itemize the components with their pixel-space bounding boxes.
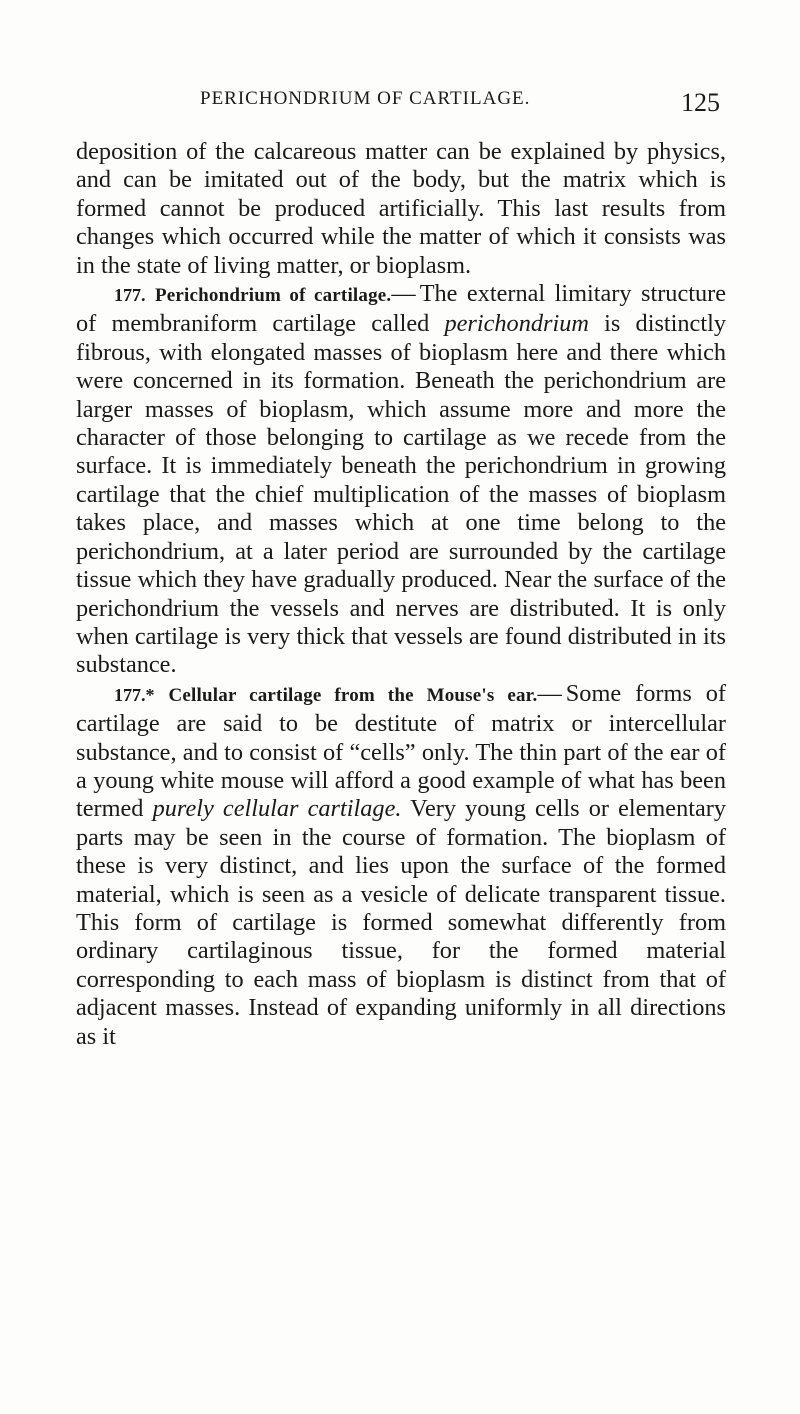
body-text (76, 138, 726, 1051)
section-term: perichondrium (444, 310, 589, 338)
section-text: The external limitary structure of membraniform cartilage called (76, 280, 727, 338)
page-number: 125 (681, 88, 720, 117)
section-title: Perichondrium of cartilage. (154, 285, 392, 307)
running-title: PERICHONDRIUM OF CARTILAGE. (200, 88, 531, 109)
section-term: purely cellular cartilage. (152, 795, 402, 823)
section-text: Some forms of cartilage are said to be destitute of matrix or intercellular substance, and to consist of “cells” only. The thin part of the ear of a young white mouse will afford a good example of what has been termed (76, 679, 727, 823)
section-text: is distinctly fibrous, with elongated masses of bioplasm here and there which were concerned in its formation. Beneath the perichondrium are larger masses of bioplasm, which assume more and more the character of those belonging to cartilage as we recede from the surface. It is immediately beneath the perichondrium in growing cartilage that the chief multiplication of the masses of bioplasm takes place, and masses which at one time belong to the perichondrium, at a later period are surrounded by the cartilage tissue which they have gradually produced. Near the surface of the perichondrium the vessels and nerves are distributed. It is only when cartilage is very thick that vessels are found distributed in its substance. (76, 310, 726, 679)
section-text: Very young cells or elementary parts may be seen in the course of formation. The bioplasm of these is very distinct, and lies upon the surface of the formed material, which is seen as a vesicle of delicate transparent tissue. This form of cartilage is formed somewhat differently from ordinary cartilaginous tissue, for the formed material corresponding to each mass of bioplasm is distinct from that of adjacent masses. Instead of expanding uniformly in all directions as it (76, 795, 726, 1050)
section-177b-paragraph (76, 680, 726, 1051)
section-title: Cellular cartilage from the Mouse's ear. (168, 684, 538, 706)
continuation-paragraph: deposition of the calcareous matter can be explained by physics, and can be imitated out of the body, but the matrix which is formed cannot be produced artificially. This last results from changes which occurred while the matter of which it consists was in the state of living matter, or bioplasm. (76, 138, 726, 279)
section-number: 177.* (114, 684, 155, 705)
running-header (200, 88, 720, 122)
section-dash: — (391, 280, 416, 308)
section-dash: — (537, 679, 562, 707)
section-number: 177. (114, 285, 146, 306)
section-177-paragraph (76, 280, 726, 680)
